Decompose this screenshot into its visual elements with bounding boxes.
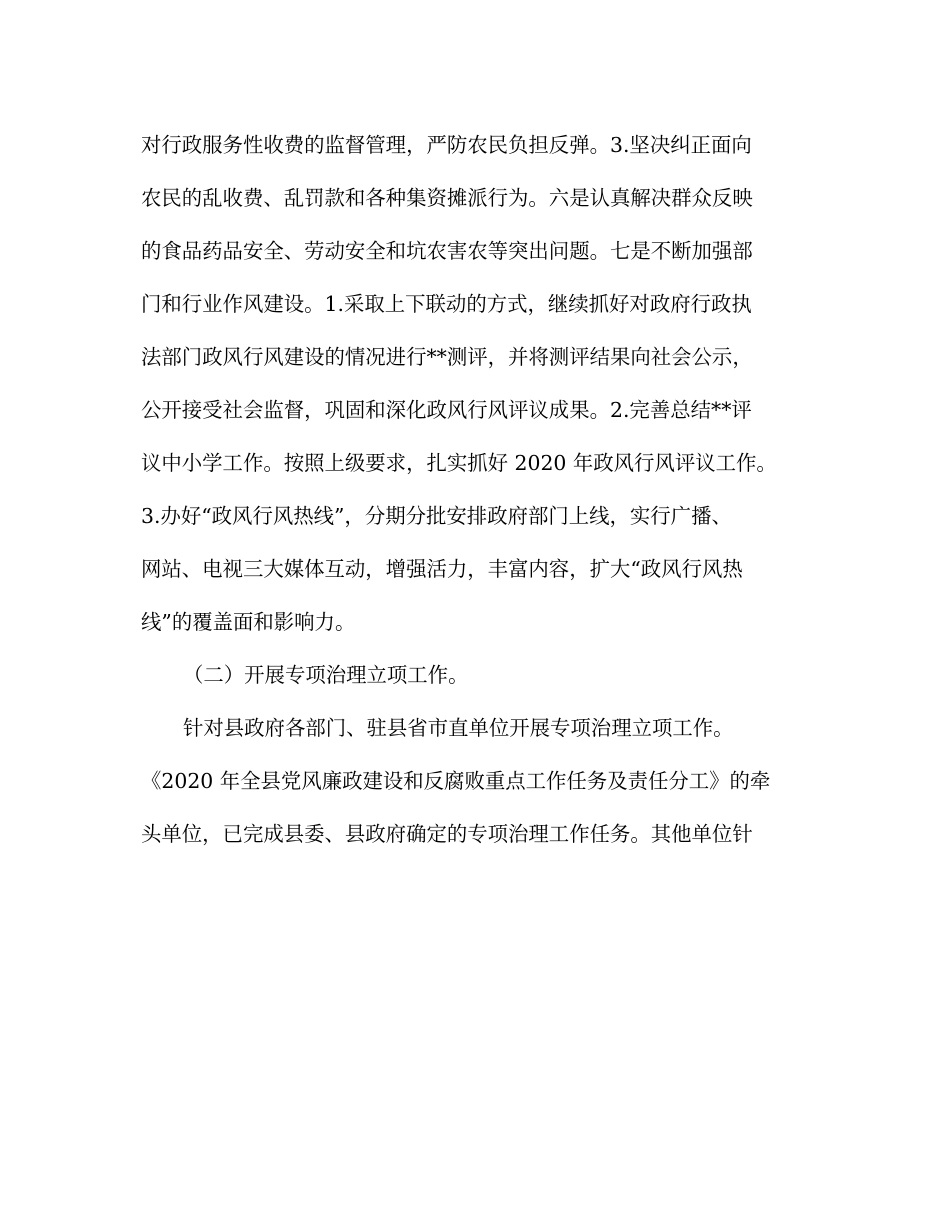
text-line-8: 3.办好“政风行风热线”，分期分批安排政府部门上线，实行广播、 [141,504,732,528]
text-line-5: 法部门政风行风建设的情况进行**测评，并将测评结果向社会公示， [141,345,753,369]
text-line-7: 议中小学工作。按照上级要求，扎实抓好 2020 年政风行风评议工作。 [141,451,777,475]
text-line-4: 门和行业作风建设。1.采取上下联动的方式，继续抓好对政府行政执 [141,292,752,316]
section-heading: （二）开展专项治理立项工作。 [183,663,469,687]
text-line-10: 线”的覆盖面和影响力。 [141,610,356,634]
text-line-3: 的食品药品安全、劳动安全和坑农害农等突出问题。七是不断加强部 [141,239,753,263]
document-body [141,124,813,866]
text-line-13: 《2020 年全县党风廉政建设和反腐败重点工作任务及责任分工》的牵 [141,769,771,793]
text-line-9: 网站、电视三大媒体互动，增强活力，丰富内容，扩大“政风行风热 [141,557,743,581]
text-line-2: 农民的乱收费、乱罚款和各种集资摊派行为。六是认真解决群众反映 [141,186,753,210]
text-line-1: 对行政服务性收费的监督管理，严防农民负担反弹。3.坚决纠正面向 [141,133,752,157]
text-line-12: 针对县政府各部门、驻县省市直单位开展专项治理立项工作。 [183,716,734,740]
text-line-14: 头单位，已完成县委、县政府确定的专项治理工作任务。其他单位针 [141,822,753,846]
text-line-6: 公开接受社会监督，巩固和深化政风行风评议成果。2.完善总结**评 [141,398,752,422]
